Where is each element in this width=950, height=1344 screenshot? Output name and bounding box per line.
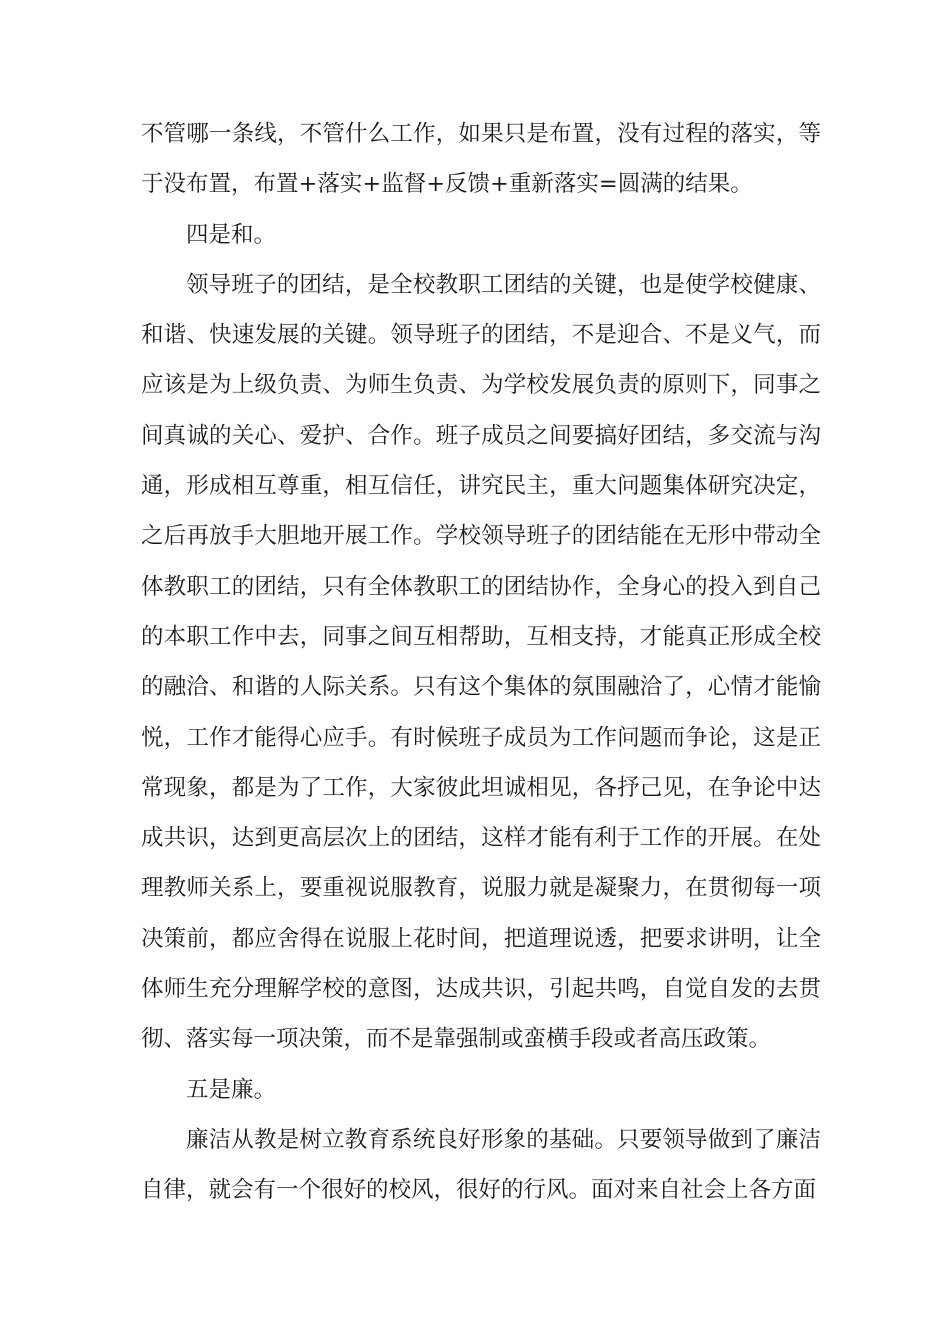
paragraph-integrity: 廉洁从教是树立教育系统良好形象的基础。只要领导做到了廉洁自律，就会有一个很好的校风，很好的行风。面对来自社会上各方面 [141,1126,821,1204]
section-heading-he: 四是和。 [186,221,277,248]
section-heading-lian: 五是廉。 [186,1076,277,1103]
paragraph-continuation: 不管哪一条线，不管什么工作，如果只是布置，没有过程的落实，等于没布置，布置+落实+监督+反馈+重新落实=圆满的结果。 [141,121,821,198]
paragraph-unity: 领导班子的团结，是全校教职工团结的关键，也是使学校健康、和谐、快速发展的关键。领导班子的团结，不是迎合、不是义气，而应该是为上级负责、为师生负责、为学校发展负责的原则下，同事之间真诚的关心、爱护、合作。班子成员之间要搞好团结，多交流与沟通，形成相互尊重，相互信任，讲究民主，重大问题集体研究决定，之后再放手大胆地开展工作。学校领导班子的团结能在无形中带动全体教职工的团结，只有全体教职工的团结协作，全身心的投入到自己的本职工作中去，同事之间互相帮助，互相支持，才能真正形成全校的融洽、和谐的人际关系。只有这个集体的氛围融洽了，心情才能愉悦，工作才能得心应手。有时候班子成员为工作问题而争论，这是正常现象，都是为了工作，大家彼此坦诚相见，各抒己见，在争论中达成共识，达到更高层次上的团结，这样才能有利于工作的开展。在处理教师关系上，要重视说服教育，说服力就是凝聚力，在贯彻每一项决策前，都应舍得在说服上花时间，把道理说透，把要求讲明，让全体师生充分理解学校的意图，达成共识，引起共鸣，自觉自发的去贯彻、落实每一项决策，而不是靠强制或蛮横手段或者高压政策。 [141,271,821,1053]
document-body [141,109,821,1216]
